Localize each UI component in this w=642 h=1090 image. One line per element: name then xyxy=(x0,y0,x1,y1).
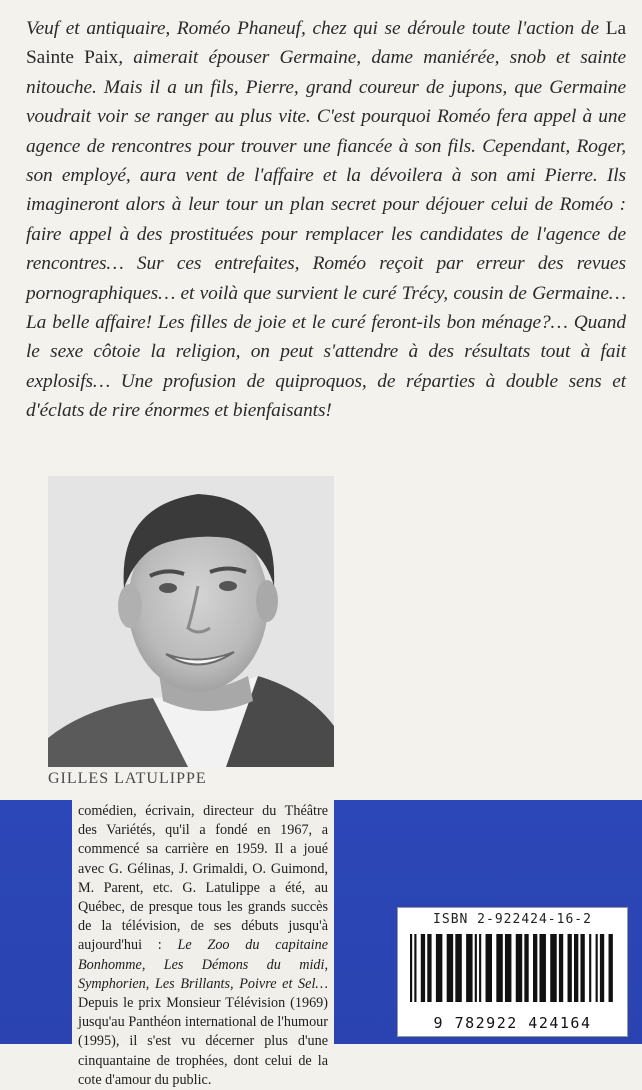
synopsis-part-2: , aimerait épouser Germaine, dame maniérée, snob et sainte nitouche. Mais il a un fils, Pierre, grand coureur de jupons, que Germaine voudrait voir se ranger au plus vite. C'est pourquoi Roméo fera appel à une agence de rencontres pour trouver une fiancée à son fils. Cependant, Roger, son employé, aura vent de l'affaire et la dévoilera à son ami Pierre. Ils imagineront alors à leur tour un plan secret pour déjouer celui de Roméo : faire appel à des prostituées pour remplacer les candidates de l'agence de rencontres… Sur ces entrefaites, Roméo reçoit par erreur des revues pornographiques… et voilà que survient le curé Trécy, cousin de Germaine… La belle affaire! Les filles de joie et le curé feront-ils bon ménage?… Quand le sexe côtoie la religion, on peut s'attendre à des résultats tout à fait explosifs… Une profusion de quiproquos, de réparties à double sens et d'éclats de rire énormes et bienfaisants! xyxy=(26,47,626,422)
barcode-bar-7 xyxy=(466,934,472,1002)
isbn-label: ISBN 2-922424-16-2 xyxy=(433,912,592,927)
synopsis-part-1: Veuf et antiquaire, Roméo Phaneuf, chez qui se déroule toute l'action de xyxy=(26,18,606,39)
barcode-bar-22 xyxy=(589,934,591,1002)
barcode-bar-0 xyxy=(410,934,412,1002)
synopsis-text xyxy=(26,14,626,426)
barcode-bar-25 xyxy=(609,934,613,1002)
barcode-bar-24 xyxy=(600,934,604,1002)
author-name: GILLES LATULIPPE xyxy=(48,770,207,787)
barcode-bar-12 xyxy=(505,934,511,1002)
barcode-bar-3 xyxy=(427,934,431,1002)
author-photo xyxy=(48,476,334,767)
bio-part-1: comédien, écrivain, directeur du Théâtre des Variétés, qu'il a fondé en 1967, a commencé sa carrière en 1959. Il a joué avec G. Gélinas, J. Grimaldi, O. Guimond, M. Parent, etc. G. Latulippe a été, au Québec, de presque tous les grands succès de la télévision, de ses débuts jusqu'à aujourd'hui : xyxy=(78,803,328,954)
barcode-bar-19 xyxy=(568,934,572,1002)
barcode-bar-23 xyxy=(596,934,598,1002)
barcode-bar-5 xyxy=(447,934,453,1002)
barcode-bars xyxy=(410,934,615,1002)
barcode-bar-20 xyxy=(574,934,578,1002)
barcode-bar-21 xyxy=(580,934,584,1002)
barcode-bar-11 xyxy=(496,934,502,1002)
play-title: La Sainte Paix xyxy=(26,18,626,69)
bio-part-2: Depuis le prix Monsieur Télévision (1969) jusqu'au Panthéon international de l'humour (1995), il s'est vu décerner plus d'une cinquantaine de trophées, dont celui de la cote d'amour du public. xyxy=(78,995,328,1088)
barcode-bar-9 xyxy=(479,934,481,1002)
isbn-barcode xyxy=(397,907,628,1037)
barcode-bar-8 xyxy=(475,934,477,1002)
barcode-bar-15 xyxy=(533,934,537,1002)
barcode-bar-17 xyxy=(550,934,556,1002)
barcode-bar-14 xyxy=(524,934,528,1002)
author-bio xyxy=(72,800,334,1088)
author-portrait-illustration xyxy=(48,476,334,767)
barcode-bar-2 xyxy=(421,934,425,1002)
barcode-bar-18 xyxy=(559,934,563,1002)
barcode-bar-1 xyxy=(414,934,416,1002)
barcode-bar-16 xyxy=(539,934,545,1002)
barcode-bar-6 xyxy=(455,934,461,1002)
barcode-bar-4 xyxy=(436,934,442,1002)
barcode-bar-13 xyxy=(516,934,522,1002)
barcode-bar-10 xyxy=(486,934,492,1002)
ean-digits: 9 782922 424164 xyxy=(433,1014,592,1032)
bio-works: Le Zoo du capitaine Bonhomme, Les Démons du midi, Symphorien, Les Brillants, Poivre et Sel… xyxy=(78,937,329,992)
